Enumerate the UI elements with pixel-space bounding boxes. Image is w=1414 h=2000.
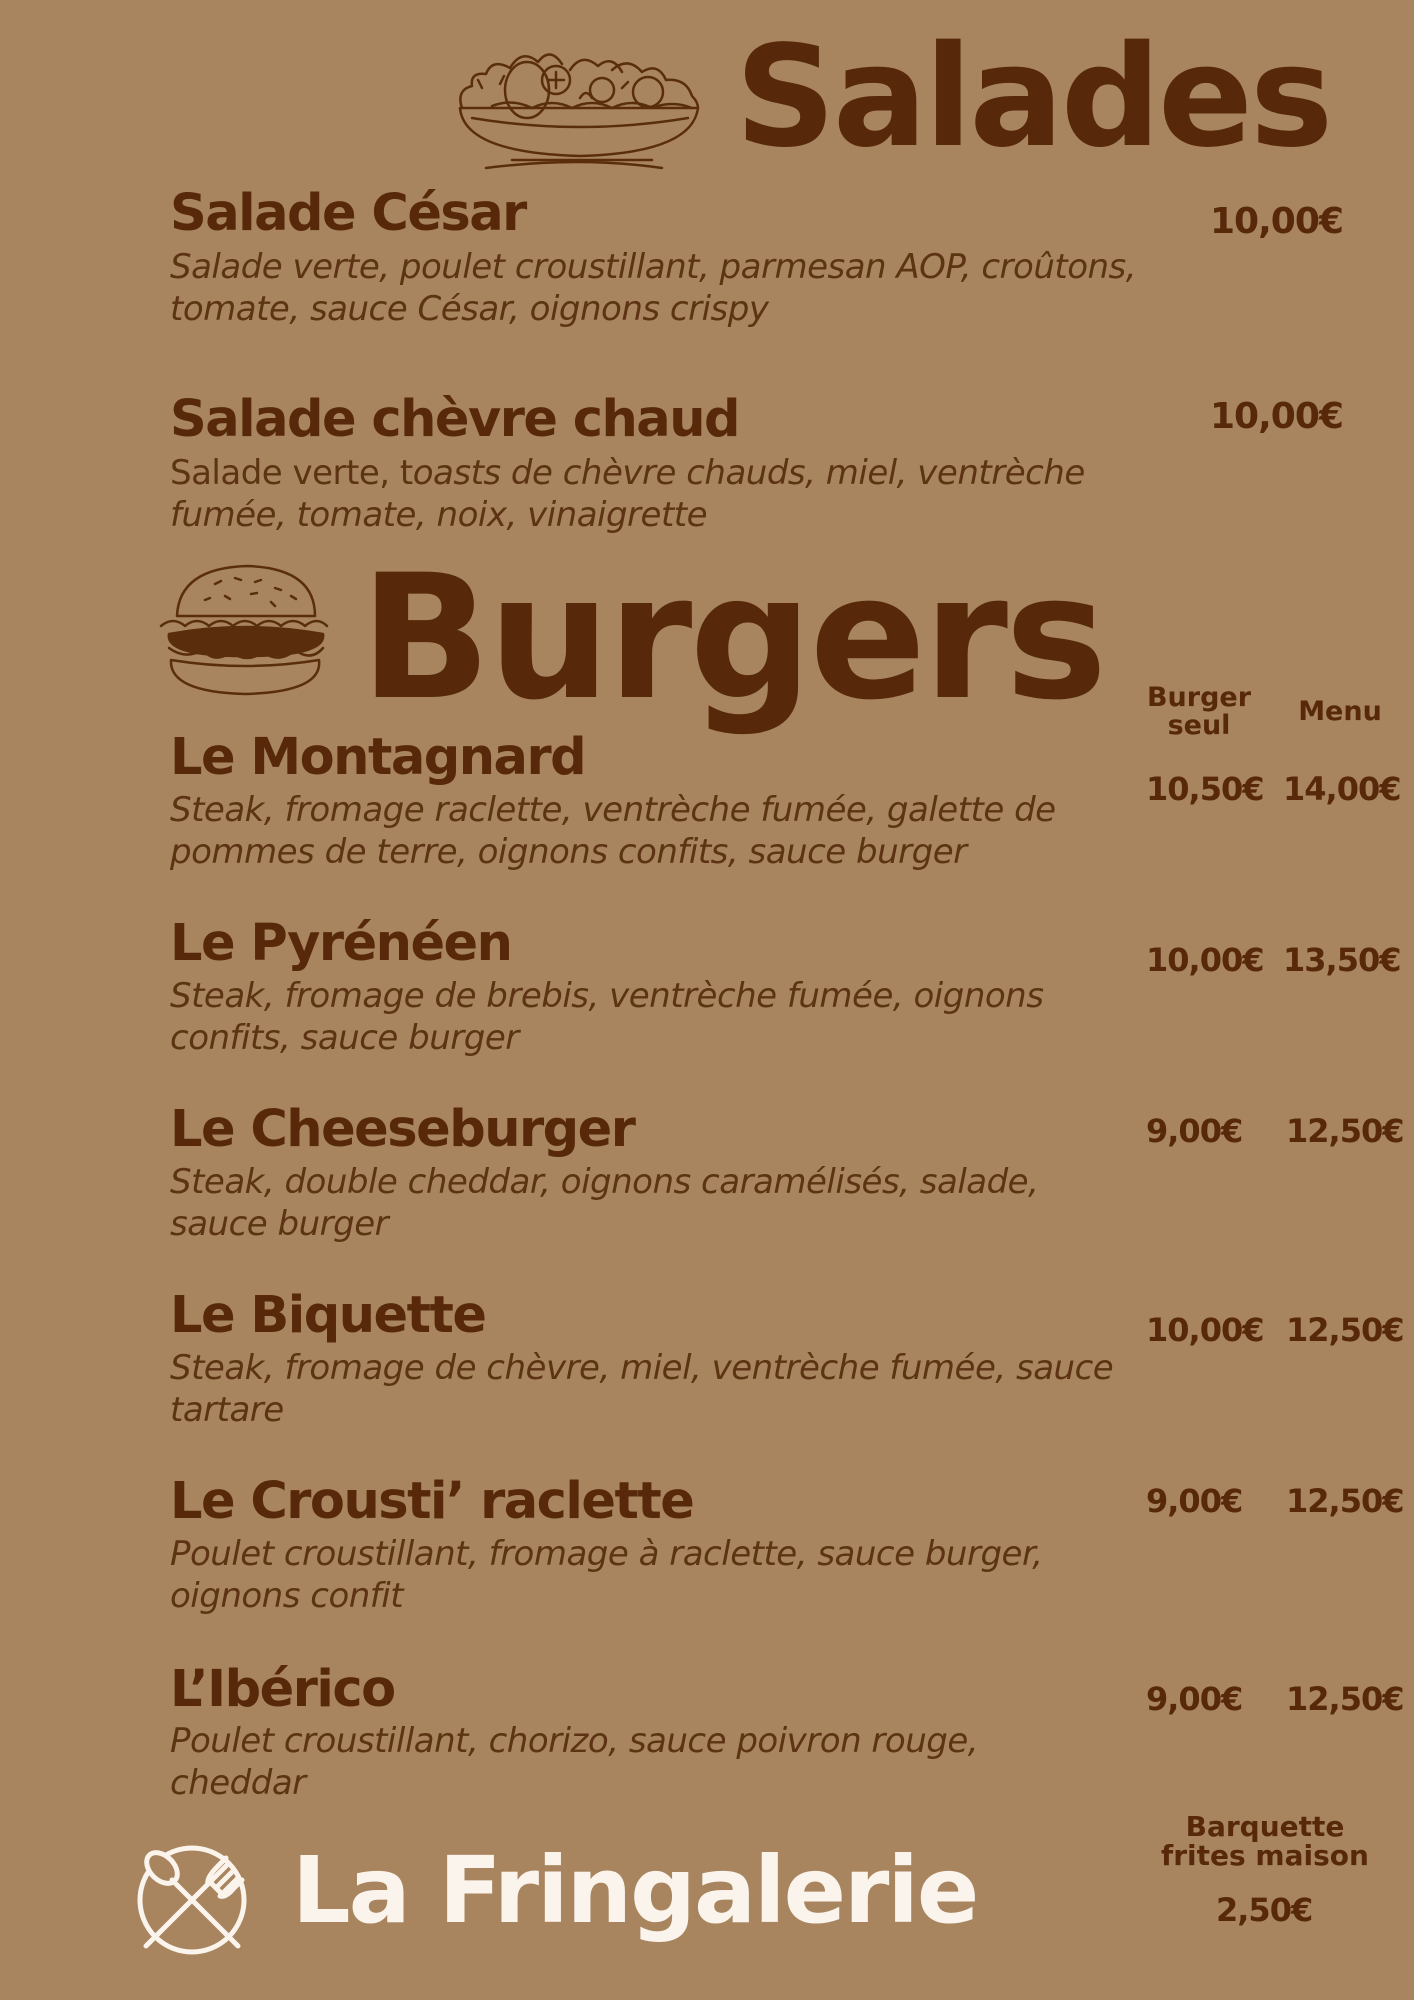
salad-item-price: 10,00€ (1210, 396, 1343, 437)
burger-item-description (170, 1347, 1200, 1431)
burger-price-single: 10,00€ (1146, 941, 1264, 979)
salad-desc-line (170, 452, 1200, 494)
burger-item-name: Le Pyrénéen (170, 914, 512, 973)
burger-price-single: 9,00€ (1146, 1482, 1243, 1520)
fries-label-line: Barquette (1185, 1810, 1345, 1843)
burger-desc-line: cheddar (170, 1763, 306, 1803)
section-title-burgers: Burgers (360, 537, 1105, 738)
burger-item-description (170, 1161, 1200, 1245)
burger-price-menu: 12,50€ (1286, 1311, 1404, 1349)
burger-price-menu: 12,50€ (1286, 1112, 1404, 1150)
burger-desc-line: Poulet croustillant, chorizo, sauce poivron rouge, (170, 1721, 979, 1761)
column-header-line: seul (1167, 710, 1231, 741)
burger-desc-line: Steak, fromage raclette, ventrèche fumée, galette de (170, 790, 1056, 830)
burger-item-description (170, 1720, 1200, 1804)
salad-item-price: 10,00€ (1210, 201, 1343, 242)
salad-item-description (170, 246, 1200, 330)
salad-desc-line: fumée, tomate, noix, vinaigrette (170, 495, 708, 535)
burger-item-name: Le Crousti’ raclette (170, 1472, 694, 1531)
burger-price-single: 10,50€ (1146, 770, 1264, 808)
burger-item-name: L’Ibérico (170, 1660, 395, 1719)
salad-desc-italic: oasts de chèvre chauds, miel, ventrèche (412, 453, 1085, 493)
burger-price-menu: 12,50€ (1286, 1482, 1404, 1520)
fries-price: 2,50€ (1216, 1891, 1313, 1929)
burger-item-description (170, 1533, 1200, 1617)
burger-desc-line: Steak, double cheddar, oignons caramélisés, salade, (170, 1162, 1039, 1202)
burger-item-description (170, 975, 1200, 1059)
burger-desc-line: pommes de terre, oignons confits, sauce burger (170, 832, 967, 872)
salad-bowl-icon (452, 28, 707, 170)
burger-price-menu: 14,00€ (1283, 770, 1401, 808)
salad-item-name: Salade chèvre chaud (170, 390, 740, 449)
burger-desc-line: tartare (170, 1390, 284, 1430)
burger-desc-line: Steak, fromage de chèvre, miel, ventrèche fumée, sauce (170, 1348, 1114, 1388)
burger-desc-line: oignons confit (170, 1576, 404, 1616)
salad-item-description (170, 452, 1200, 536)
burger-price-menu: 13,50€ (1283, 941, 1401, 979)
burger-item-description (170, 789, 1200, 873)
column-header-menu: Menu (1298, 696, 1382, 727)
section-title-salades: Salades (735, 16, 1331, 179)
fries-label-line: frites maison (1161, 1839, 1369, 1872)
burger-icon (155, 560, 335, 700)
salad-desc-plain: Salade verte, t (170, 453, 413, 493)
burger-price-menu: 12,50€ (1286, 1680, 1404, 1718)
burger-desc-line: sauce burger (170, 1204, 389, 1244)
crossed-spoon-fork-icon (130, 1838, 255, 1963)
salad-desc-line: Salade verte, poulet croustillant, parmesan AOP, croûtons, (170, 247, 1137, 287)
burger-item-name: Le Cheeseburger (170, 1100, 635, 1159)
salad-desc-line: tomate, sauce César, oignons crispy (170, 289, 769, 329)
burger-price-single: 9,00€ (1146, 1680, 1243, 1718)
burger-desc-line: confits, sauce burger (170, 1018, 519, 1058)
fries-label (1150, 1812, 1380, 1870)
burger-item-name: Le Biquette (170, 1286, 486, 1345)
burger-item-name: Le Montagnard (170, 728, 586, 787)
burger-price-single: 10,00€ (1146, 1311, 1264, 1349)
column-header-burger-seul (1140, 684, 1258, 740)
burger-price-single: 9,00€ (1146, 1112, 1243, 1150)
burger-desc-line: Steak, fromage de brebis, ventrèche fumée, oignons (170, 976, 1044, 1016)
burger-desc-line: Poulet croustillant, fromage à raclette, sauce burger, (170, 1534, 1043, 1574)
salad-item-name: Salade César (170, 184, 526, 243)
brand-name: La Fringalerie (292, 1837, 978, 1944)
column-header-line: Burger (1146, 682, 1252, 713)
